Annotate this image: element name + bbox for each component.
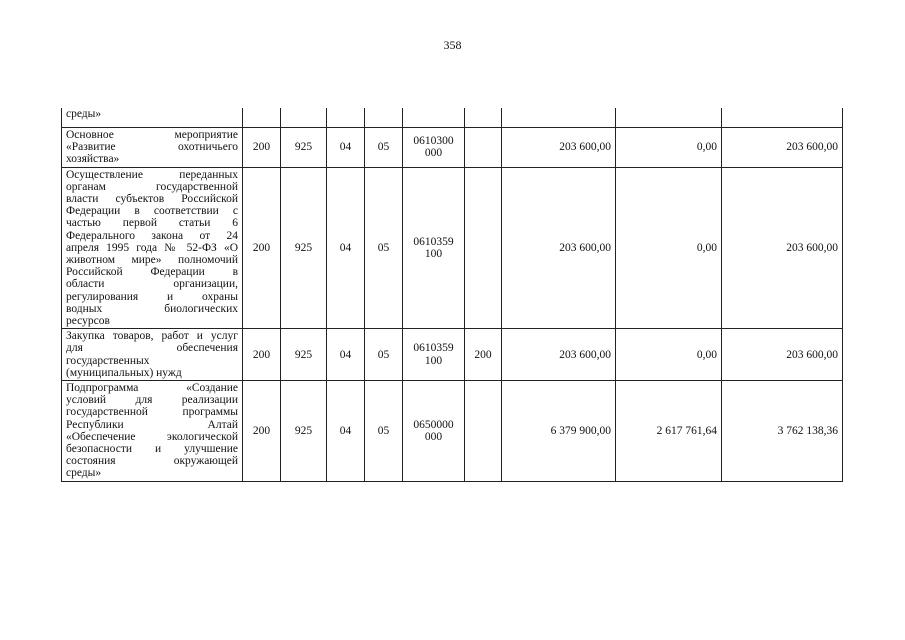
page-number: 358: [443, 38, 462, 52]
table-row: [62, 381, 843, 482]
row-name-line: государственных: [66, 354, 150, 367]
col-sum-approved: 203 600,00: [502, 167, 616, 329]
budget-table: [61, 108, 843, 482]
row-name-line: ресурсов: [66, 315, 110, 328]
row-name: [62, 381, 243, 482]
row-name-line: животном мире» полномочий: [66, 254, 238, 267]
row-name: среды»: [62, 108, 243, 128]
col-sum-approved: 6 379 900,00: [502, 381, 616, 482]
row-name-line: для обеспечения: [66, 342, 238, 355]
row-name-line: государственной программы: [66, 406, 238, 419]
row-name: [62, 128, 243, 168]
row-name-line: органам государственной: [66, 180, 238, 193]
col-sum-remaining: 203 600,00: [722, 167, 843, 329]
col-expense-type: [465, 167, 502, 329]
col-section: 04: [327, 381, 365, 482]
col-section: 04: [327, 329, 365, 381]
col-sum-remaining: 203 600,00: [722, 329, 843, 381]
row-name-line: хозяйства»: [66, 153, 120, 166]
col-sum-remaining: 3 762 138,36: [722, 381, 843, 482]
row-name-line: Закупка товаров, работ и услуг: [66, 330, 238, 343]
table-row: [62, 128, 843, 168]
col-ministry: 200: [243, 329, 281, 381]
col-expense-type: [465, 128, 502, 168]
row-name: [62, 167, 243, 329]
row-name-line: безопасности и улучшение: [66, 443, 238, 456]
col-section: 04: [327, 167, 365, 329]
row-name-line: области организации,: [66, 278, 238, 291]
row-name-line: условий для реализации: [66, 394, 238, 407]
col-subsection: 05: [365, 128, 403, 168]
table-row: [62, 167, 843, 329]
col-code-grbs: 925: [281, 381, 327, 482]
row-name-line: Подпрограмма «Создание: [66, 382, 238, 395]
col-sum-executed: 0,00: [616, 128, 722, 168]
row-name-line: среды»: [66, 467, 102, 480]
col-sum-approved: 203 600,00: [502, 329, 616, 381]
row-name: [62, 329, 243, 381]
col-code-grbs: 925: [281, 167, 327, 329]
row-name-line: Федерации в соответствии с: [66, 205, 238, 218]
table-row: [62, 329, 843, 381]
col-code-grbs: 925: [281, 329, 327, 381]
row-name-line: власти субъектов Российской: [66, 193, 238, 206]
row-name-line: «Развитие охотничьего: [66, 141, 238, 154]
row-name-line: частью первой статьи 6: [66, 217, 238, 230]
table-row-continued: [62, 108, 843, 128]
col-sum-executed: 0,00: [616, 167, 722, 329]
col-sum-executed: 0,00: [616, 329, 722, 381]
row-name-line: Российской Федерации в: [66, 266, 238, 279]
row-name-line: Осуществление переданных: [66, 168, 238, 181]
row-name-line: Основное мероприятие: [66, 129, 238, 141]
row-name-line: Республики Алтай: [66, 418, 238, 431]
col-ministry: 200: [243, 381, 281, 482]
col-section: 04: [327, 128, 365, 168]
row-name-line: (муниципальных) нужд: [66, 366, 182, 379]
col-expense-type: 200: [465, 329, 502, 381]
col-sum-approved: 203 600,00: [502, 128, 616, 168]
row-name-line: апреля 1995 года № 52-ФЗ «О: [66, 241, 238, 254]
col-target-article: 0610359 100: [403, 329, 465, 381]
col-subsection: 05: [365, 381, 403, 482]
col-target-article: 0650000 000: [403, 381, 465, 482]
row-name-line: состояния окружающей: [66, 455, 238, 468]
row-name-line: «Обеспечение экологической: [66, 430, 238, 443]
col-subsection: 05: [365, 167, 403, 329]
col-target-article: 0610359 100: [403, 167, 465, 329]
row-name-line: водных биологических: [66, 302, 238, 315]
col-target-article: 0610300 000: [403, 128, 465, 168]
row-name-line: Федерального закона от 24: [66, 229, 238, 242]
row-name-line: регулирования и охраны: [66, 290, 238, 303]
col-ministry: 200: [243, 167, 281, 329]
col-expense-type: [465, 381, 502, 482]
col-sum-remaining: 203 600,00: [722, 128, 843, 168]
col-sum-executed: 2 617 761,64: [616, 381, 722, 482]
col-code-grbs: 925: [281, 128, 327, 168]
col-subsection: 05: [365, 329, 403, 381]
col-ministry: 200: [243, 128, 281, 168]
